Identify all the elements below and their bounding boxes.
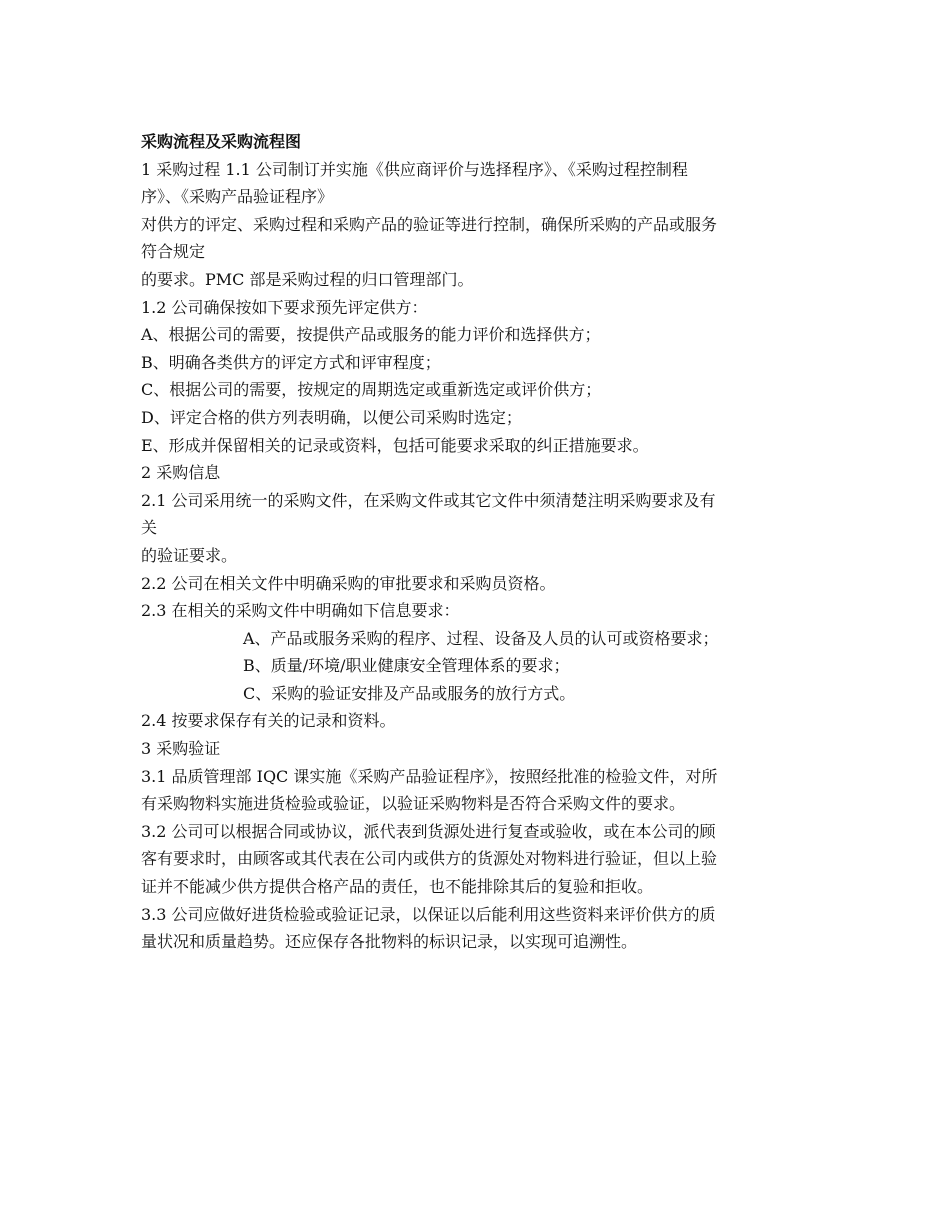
text-line: 对供方的评定、采购过程和采购产品的验证等进行控制，确保所采购的产品或服务 — [141, 214, 718, 234]
text-line: 客有要求时，由顾客或其代表在公司内或供方的货源处对物料进行验证，但以上验 — [141, 849, 718, 869]
text-line: 2.1 公司采用统一的采购文件，在采购文件或其它文件中须清楚注明采购要求及有 — [141, 490, 716, 510]
list-item: C、采购的验证安排及产品或服务的放行方式。 — [243, 683, 576, 703]
text-line: 证并不能减少供方提供合格产品的责任，也不能排除其后的复验和拒收。 — [141, 877, 654, 897]
text-line: 3.2 公司可以根据合同或协议，派代表到货源处进行复查或验收，或在本公司的顾 — [141, 821, 716, 841]
text-line: 2.3 在相关的采购文件中明确如下信息要求： — [141, 601, 460, 621]
text-line: 2.4 按要求保存有关的记录和资料。 — [141, 711, 396, 731]
text-line: 3.3 公司应做好进货检验或验证记录，以保证以后能利用这些资料来评价供方的质 — [141, 904, 716, 924]
document-title: 采购流程及采购流程图 — [141, 132, 302, 151]
list-item: B、质量/环境/职业健康安全管理体系的要求； — [243, 656, 570, 676]
text-line: 的要求。PMC 部是采购过程的归口管理部门。 — [141, 269, 474, 289]
section-heading: 1.2 公司确保按如下要求预先评定供方： — [141, 297, 428, 317]
list-item: A、产品或服务采购的程序、过程、设备及人员的认可或资格要求； — [243, 628, 719, 648]
list-item: E、形成并保留相关的记录或资料，包括可能要求采取的纠正措施要求。 — [141, 435, 649, 455]
list-item: C、根据公司的需要，按规定的周期选定或重新选定或评价供方； — [141, 380, 602, 400]
document-page — [141, 128, 821, 956]
text-line: 符合规定 — [141, 242, 206, 262]
text-line: 3.1 品质管理部 IQC 课实施《采购产品验证程序》，按照经批准的检验文件，对所 — [141, 766, 718, 786]
text-line: 序》、《采购产品验证程序》 — [141, 187, 334, 207]
list-item: D、评定合格的供方列表明确，以便公司采购时选定； — [141, 407, 522, 427]
section-heading: 2 采购信息 — [141, 463, 221, 483]
text-line: 2.2 公司在相关文件中明确采购的审批要求和采购员资格。 — [141, 573, 556, 593]
text-line: 1 采购过程 1.1 公司制订并实施《供应商评价与选择程序》、《采购过程控制程 — [141, 159, 688, 179]
text-line: 关 — [141, 518, 158, 538]
text-line: 量状况和质量趋势。还应保存各批物料的标识记录，以实现可追溯性。 — [141, 932, 638, 952]
text-line: 的验证要求。 — [141, 545, 238, 565]
section-heading: 3 采购验证 — [141, 739, 221, 759]
list-item: B、明确各类供方的评定方式和评审程度； — [141, 352, 441, 372]
text-line: 有采购物料实施进货检验或验证，以验证采购物料是否符合采购文件的要求。 — [141, 794, 686, 814]
list-item: A、根据公司的需要，按提供产品或服务的能力评价和选择供方； — [141, 325, 601, 345]
